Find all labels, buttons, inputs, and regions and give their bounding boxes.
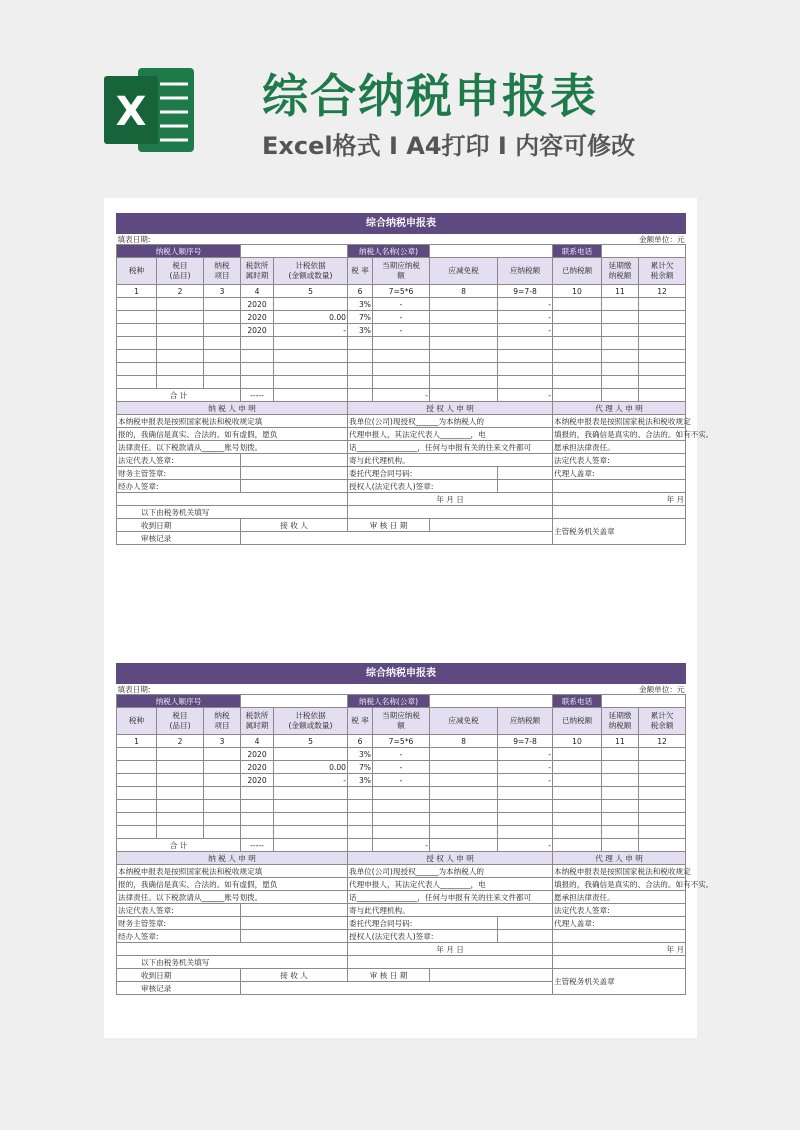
rate-cell[interactable]: 3% <box>348 774 373 787</box>
tax-office-fill-label: 以下由税务机关填写 <box>117 506 348 519</box>
basis-cell[interactable]: - <box>274 324 348 337</box>
review-record-field[interactable] <box>241 532 553 545</box>
taxpayer-line: 法律责任。以下税款请从______账号划拨。 <box>117 891 348 904</box>
agent-line: 愿承担法律责任。 <box>553 441 686 454</box>
col-header: 应纳税额 <box>498 708 553 735</box>
table-row <box>117 311 686 324</box>
total-period: ----- <box>241 389 274 402</box>
authorizer-line: 寄与此代理机构。 <box>348 454 553 467</box>
col-number: 7=5*6 <box>373 735 430 748</box>
contract-number-label: 委托代理合同号码: <box>348 467 498 480</box>
payable-cell[interactable]: - <box>498 761 553 774</box>
agent-line: 本纳税申报表是按照国家税法和税收规定 <box>554 866 691 876</box>
col-header: 累计欠 税余额 <box>639 708 686 735</box>
total-payable: - <box>498 389 553 402</box>
total-label: 合 计 <box>117 839 241 852</box>
taxpayer-name-label: 纳税人名称(公章) <box>348 695 430 708</box>
handler-sign-label: 经办人签章: <box>117 930 241 943</box>
agent-declaration-header: 代 理 人 申 明 <box>553 402 686 415</box>
due-cell[interactable]: - <box>373 748 430 761</box>
total-payable: - <box>498 839 553 852</box>
basis-cell[interactable] <box>274 298 348 311</box>
col-number: 4 <box>241 735 274 748</box>
tax-form-table <box>116 213 709 545</box>
agent-legal-rep-sign-label: 法定代表人签章: <box>553 904 686 917</box>
due-cell[interactable]: - <box>373 324 430 337</box>
authorizer-line: 代理申报人，其法定代表人________，电 <box>348 428 553 441</box>
agent-line: 愿承担法律责任。 <box>553 891 686 904</box>
tax-form-table <box>116 663 709 995</box>
amount-unit-label: 金额单位：元 <box>639 234 685 244</box>
col-number: 6 <box>348 735 373 748</box>
payable-cell[interactable]: - <box>498 311 553 324</box>
col-number: 3 <box>204 285 241 298</box>
receive-date-label: 收到日期 <box>117 519 241 532</box>
finance-sign-label: 财务主管签章: <box>117 917 241 930</box>
table-row <box>117 787 686 800</box>
period-cell[interactable]: 2020 <box>241 298 274 311</box>
taxpayer-name-field[interactable] <box>430 245 553 258</box>
agent-seal-label: 代理人盖章: <box>553 467 686 480</box>
agent-seal-label: 代理人盖章: <box>553 917 686 930</box>
col-header: 税目 (品目) <box>157 258 204 285</box>
taxpayer-line: 本纳税申报表是按照国家税法和税收规定填 <box>117 415 348 428</box>
col-number: 1 <box>117 735 157 748</box>
due-cell[interactable]: - <box>373 298 430 311</box>
col-header: 税种 <box>117 258 157 285</box>
col-header: 税款所 属时期 <box>241 258 274 285</box>
receive-date-label: 收到日期 <box>117 969 241 982</box>
handler-sign-field[interactable] <box>241 930 348 943</box>
tax-office-fill-label: 以下由税务机关填写 <box>117 956 348 969</box>
basis-cell[interactable]: 0.00 <box>274 761 348 774</box>
fill-date-label: 填表日期: <box>117 684 151 694</box>
rate-cell[interactable]: 3% <box>348 324 373 337</box>
rate-cell[interactable]: 7% <box>348 311 373 324</box>
col-number: 5 <box>274 285 348 298</box>
basis-cell[interactable]: 0.00 <box>274 311 348 324</box>
col-header: 当期应纳税 额 <box>373 258 430 285</box>
date-line: 年 月 日 <box>348 943 553 956</box>
basis-cell[interactable] <box>274 748 348 761</box>
handler-sign-label: 经办人签章: <box>117 480 241 493</box>
payable-cell[interactable]: - <box>498 748 553 761</box>
total-period: ----- <box>241 839 274 852</box>
table-row <box>117 813 686 826</box>
authorizer-line: 话________________，任何与申报有关的往来文件都可 <box>348 441 553 454</box>
agent-line: 填报的，我确信是真实的、合法的。如有不实, <box>554 879 709 889</box>
table-row <box>117 324 686 337</box>
tax-form-2 <box>116 663 709 995</box>
table-row <box>117 298 686 311</box>
period-cell[interactable]: 2020 <box>241 748 274 761</box>
table-row <box>117 376 686 389</box>
col-header: 税款所 属时期 <box>241 708 274 735</box>
total-label: 合 计 <box>117 389 241 402</box>
col-number: 8 <box>430 285 498 298</box>
table-row <box>117 761 686 774</box>
review-record-field[interactable] <box>241 982 553 995</box>
total-row <box>117 839 686 852</box>
form-title: 综合纳税申报表 <box>117 214 686 234</box>
receiver-label: 接 收 人 <box>241 519 348 532</box>
contract-number-field[interactable] <box>498 467 553 480</box>
table-row <box>117 748 686 761</box>
finance-sign-field[interactable] <box>241 467 348 480</box>
authorizer-line: 我单位(公司)现授权______为本纳税人的 <box>348 865 553 878</box>
col-header: 税 率 <box>348 258 373 285</box>
col-header: 纳税 项目 <box>204 708 241 735</box>
col-header: 已纳税额 <box>553 258 602 285</box>
col-header: 应减免税 <box>430 708 498 735</box>
contract-number-field[interactable] <box>498 917 553 930</box>
page-title: 综合纳税申报表 <box>262 69 598 123</box>
rate-cell[interactable]: 3% <box>348 748 373 761</box>
fill-date-label: 填表日期: <box>117 234 151 244</box>
col-number: 7=5*6 <box>373 285 430 298</box>
review-record-label: 审核记录 <box>117 532 241 545</box>
date-line: 年 月 日 <box>348 493 553 506</box>
agent-line: 本纳税申报表是按照国家税法和税收规定 <box>554 416 691 426</box>
contact-label: 联系电话 <box>553 695 602 708</box>
finance-sign-field[interactable] <box>241 917 348 930</box>
col-header: 计税依据 (金额或数量) <box>274 258 348 285</box>
review-record-label: 审核记录 <box>117 982 241 995</box>
col-header: 累计欠 税余额 <box>639 258 686 285</box>
col-number: 9=7-8 <box>498 735 553 748</box>
table-row <box>117 350 686 363</box>
taxpayer-name-field[interactable] <box>430 695 553 708</box>
authorizer-sign-field[interactable] <box>498 480 553 493</box>
excel-logo-icon <box>100 60 200 160</box>
total-due: - <box>373 839 430 852</box>
col-header: 税目 (品目) <box>157 708 204 735</box>
taxpayer-id-label: 纳税人顺序号 <box>117 245 241 258</box>
due-cell[interactable]: - <box>373 761 430 774</box>
legal-rep-sign-label: 法定代表人签章: <box>117 904 241 917</box>
table-row <box>117 826 686 839</box>
authorizer-line: 我单位(公司)现授权______为本纳税人的 <box>348 415 553 428</box>
col-number: 2 <box>157 735 204 748</box>
taxpayer-line: 法律责任。以下税款请从______账号划拨。 <box>117 441 348 454</box>
col-header: 税 率 <box>348 708 373 735</box>
col-number: 6 <box>348 285 373 298</box>
excel-logo-letter: X <box>115 89 147 135</box>
col-number: 12 <box>639 285 686 298</box>
finance-sign-label: 财务主管签章: <box>117 467 241 480</box>
legal-rep-sign-field[interactable] <box>241 904 348 917</box>
col-header: 纳税 项目 <box>204 258 241 285</box>
authorizer-sign-field[interactable] <box>498 930 553 943</box>
due-cell[interactable]: - <box>373 774 430 787</box>
total-due: - <box>373 389 430 402</box>
period-cell[interactable]: 2020 <box>241 324 274 337</box>
taxpayer-declaration-header: 纳 税 人 申 明 <box>117 852 348 865</box>
tax-office-seal-label: 主管税务机关盖章 <box>553 519 686 545</box>
form-title: 综合纳税申报表 <box>117 664 686 684</box>
col-header: 税种 <box>117 708 157 735</box>
col-number: 5 <box>274 735 348 748</box>
tax-form-1 <box>116 213 709 545</box>
authorizer-line: 代理申报人，其法定代表人________，电 <box>348 878 553 891</box>
legal-rep-sign-label: 法定代表人签章: <box>117 454 241 467</box>
review-date-label: 审 核 日 期 <box>348 969 430 982</box>
taxpayer-line: 报的，我确信是真实、合法的。如有虚假，愿负 <box>117 428 348 441</box>
taxpayer-name-label: 纳税人名称(公章) <box>348 245 430 258</box>
col-header: 当期应纳税 额 <box>373 708 430 735</box>
col-number: 10 <box>553 735 602 748</box>
col-header: 应纳税额 <box>498 258 553 285</box>
col-number: 2 <box>157 285 204 298</box>
taxpayer-id-field[interactable] <box>241 695 348 708</box>
agent-declaration-header: 代 理 人 申 明 <box>553 852 686 865</box>
table-row <box>117 363 686 376</box>
rate-cell[interactable]: 3% <box>348 298 373 311</box>
basis-cell[interactable]: - <box>274 774 348 787</box>
contact-field[interactable] <box>602 695 686 708</box>
payable-cell[interactable]: - <box>498 298 553 311</box>
agent-date-line: 年 月 <box>553 943 686 956</box>
authorizer-declaration-header: 授 权 人 申 明 <box>348 402 553 415</box>
col-number: 10 <box>553 285 602 298</box>
col-number: 8 <box>430 735 498 748</box>
contact-field[interactable] <box>602 245 686 258</box>
payable-cell[interactable]: - <box>498 774 553 787</box>
col-number: 1 <box>117 285 157 298</box>
taxpayer-id-field[interactable] <box>241 245 348 258</box>
col-number: 11 <box>602 735 639 748</box>
col-header: 应减免税 <box>430 258 498 285</box>
authorizer-line: 话________________，任何与申报有关的往来文件都可 <box>348 891 553 904</box>
col-number: 11 <box>602 285 639 298</box>
taxpayer-id-label: 纳税人顺序号 <box>117 695 241 708</box>
period-cell[interactable]: 2020 <box>241 761 274 774</box>
agent-legal-rep-sign-label: 法定代表人签章: <box>553 454 686 467</box>
table-row <box>117 774 686 787</box>
taxpayer-line: 报的，我确信是真实、合法的。如有虚假，愿负 <box>117 878 348 891</box>
tax-office-seal-label: 主管税务机关盖章 <box>553 969 686 995</box>
agent-line: 填报的，我确信是真实的、合法的。如有不实, <box>554 429 709 439</box>
col-header: 延期缴 纳税额 <box>602 258 639 285</box>
receiver-label: 接 收 人 <box>241 969 348 982</box>
due-cell[interactable]: - <box>373 311 430 324</box>
col-header: 已纳税额 <box>553 708 602 735</box>
col-header: 计税依据 (金额或数量) <box>274 708 348 735</box>
total-row <box>117 389 686 402</box>
col-number: 9=7-8 <box>498 285 553 298</box>
handler-sign-field[interactable] <box>241 480 348 493</box>
taxpayer-line: 本纳税申报表是按照国家税法和税收规定填 <box>117 865 348 878</box>
contact-label: 联系电话 <box>553 245 602 258</box>
taxpayer-declaration-header: 纳 税 人 申 明 <box>117 402 348 415</box>
amount-unit-label: 金额单位：元 <box>639 684 685 694</box>
table-row <box>117 800 686 813</box>
authorizer-declaration-header: 授 权 人 申 明 <box>348 852 553 865</box>
period-cell[interactable]: 2020 <box>241 311 274 324</box>
payable-cell[interactable]: - <box>498 324 553 337</box>
col-number: 4 <box>241 285 274 298</box>
authorizer-sign-label: 授权人(法定代表人)签章: <box>348 930 498 943</box>
rate-cell[interactable]: 7% <box>348 761 373 774</box>
page-subtitle: Excel格式 I A4打印 I 内容可修改 <box>262 132 636 160</box>
col-number: 3 <box>204 735 241 748</box>
legal-rep-sign-field[interactable] <box>241 454 348 467</box>
period-cell[interactable]: 2020 <box>241 774 274 787</box>
agent-date-line: 年 月 <box>553 493 686 506</box>
col-header: 延期缴 纳税额 <box>602 708 639 735</box>
contract-number-label: 委托代理合同号码: <box>348 917 498 930</box>
table-row <box>117 337 686 350</box>
authorizer-sign-label: 授权人(法定代表人)签章: <box>348 480 498 493</box>
authorizer-line: 寄与此代理机构。 <box>348 904 553 917</box>
col-number: 12 <box>639 735 686 748</box>
review-date-label: 审 核 日 期 <box>348 519 430 532</box>
